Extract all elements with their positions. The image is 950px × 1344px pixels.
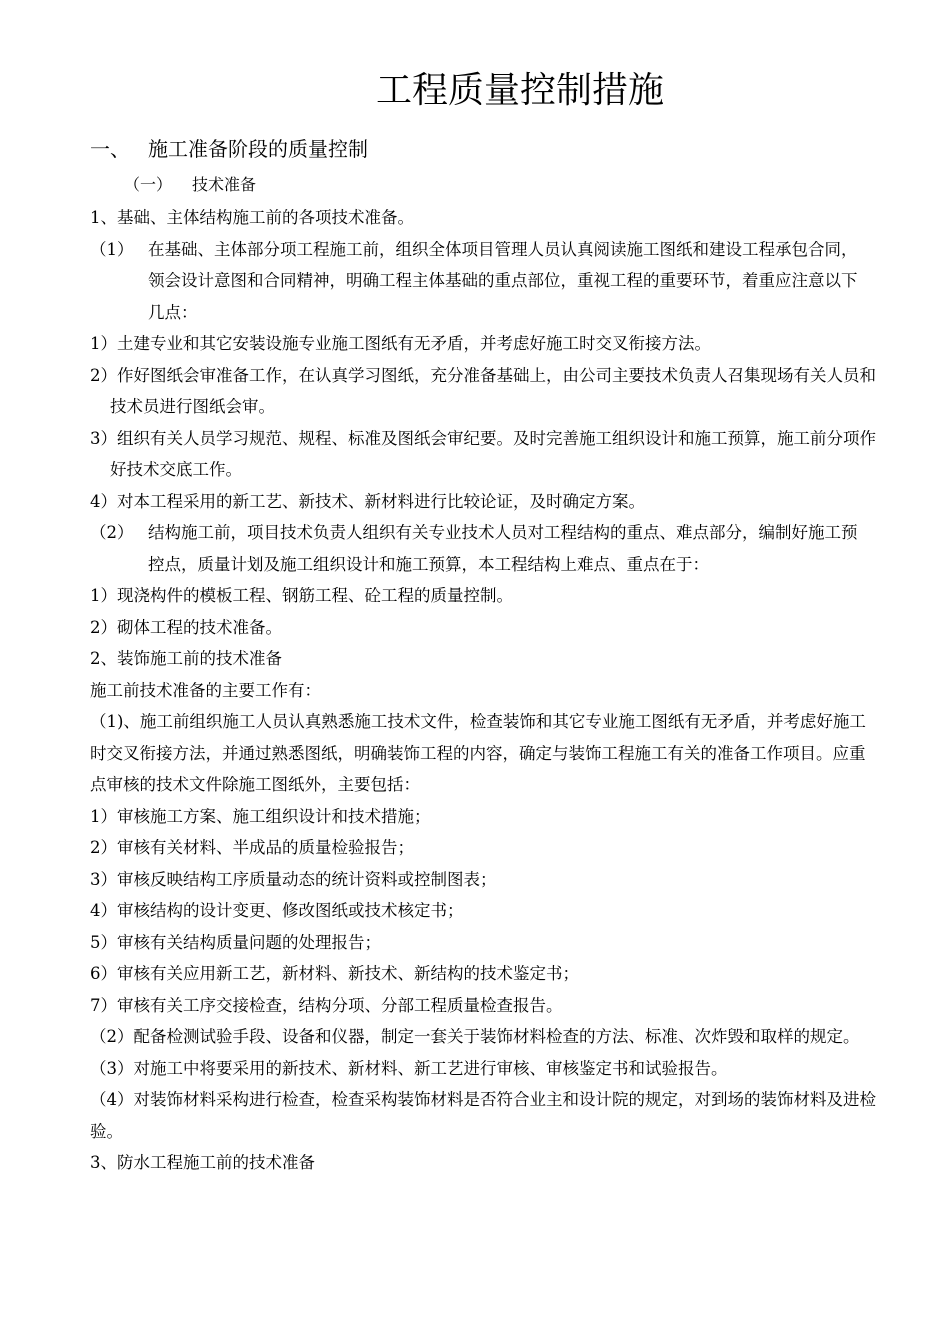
numbered-paragraph [90,234,880,329]
list-item: 4）审核结构的设计变更、修改图纸或技术核定书； [90,901,464,920]
list-item: 1）审核施工方案、施工组织设计和技术措施； [90,806,431,826]
document-body [90,202,880,1179]
list-item: 3）审核反映结构工序质量动态的统计资料或控制图表； [90,869,497,889]
list-item: 2）砌体工程的技术准备。 [90,617,282,637]
paragraph: （1)、施工前组织施工人员认真熟悉施工技术文件，检查装饰和其它专业施工图纸有无矛盾，并考虑好施工时交叉衔接方法，并通过熟悉图纸，明确装饰工程的内容，确定与装饰工程施工有关的准备工作项目。应重点审核的技术文件除施工图纸外，主要包括： [90,712,866,794]
paragraph: （4）对装饰材料采构进行检查，检查采构装饰材料是否符合业主和设计院的规定，对到场的装饰材料及进检验。 [90,1090,876,1141]
section-title: 施工准备阶段的质量控制 [148,137,368,161]
paragraph: 2、装饰施工前的技术准备 [90,649,282,668]
list-item: 1）土建专业和其它安装设施专业施工图纸有无矛盾，并考虑好施工时交叉衔接方法。 [90,334,711,353]
list-item: 2）审核有关材料、半成品的质量检验报告； [90,838,414,857]
section-number: 一、 [90,137,130,161]
paragraph: 1、基础、主体结构施工前的各项技术准备。 [90,208,414,227]
paragraph-number: （2） [90,523,134,542]
list-item: 2）作好图纸会审准备工作，在认真学习图纸，充分准备基础上，由公司主要技术负责人召集现场有关人员和技术员进行图纸会审。 [90,365,876,416]
subsection-heading [124,172,256,198]
list-item: 5）审核有关结构质量问题的处理报告； [90,932,381,952]
subsection-number: （一） [124,175,173,194]
list-item: 3）组织有关人员学习规范、规程、标准及图纸会审纪要。及时完善施工组织设计和施工预算，施工前分项作好技术交底工作。 [90,428,876,479]
list-item: 7）审核有关工序交接检查，结构分项、分部工程质量检查报告。 [90,995,563,1015]
paragraph: （3）对施工中将要采用的新技术、新材料、新工艺进行审核、审核鉴定书和试验报告。 [90,1058,728,1078]
section-heading [90,134,368,164]
numbered-paragraph [90,517,880,580]
paragraph-text: 在基础、主体部分项工程施工前，组织全体项目管理人员认真阅读施工图纸和建设工程承包合同，领会设计意图和合同精神，明确工程主体基础的重点部位，重视工程的重要环节，着重应注意以下几点： [148,239,858,322]
list-item: 1）现浇构件的模板工程、钢筋工程、砼工程的质量控制。 [90,586,513,605]
document-title: 工程质量控制措施 [376,70,665,111]
list-item: 4）对本工程采用的新工艺、新技术、新材料进行比较论证，及时确定方案。 [90,491,645,511]
paragraph-number: （1） [90,239,134,259]
list-item: 6）审核有关应用新工艺，新材料、新技术、新结构的技术鉴定书； [90,964,579,983]
paragraph: 施工前技术准备的主要工作有： [90,680,321,700]
paragraph: 3、防水工程施工前的技术准备 [90,1153,315,1172]
subsection-title: 技术准备 [192,175,257,194]
paragraph-text: 结构施工前，项目技术负责人组织有关专业技术人员对工程结构的重点、难点部分，编制好施工预控点，质量计划及施工组织设计和施工预算，本工程结构上难点、重点在于： [148,523,858,574]
paragraph: （2）配备检测试验手段、设备和仪器，制定一套关于装饰材料检查的方法、标准、次炸毁和取样的规定。 [90,1027,860,1046]
